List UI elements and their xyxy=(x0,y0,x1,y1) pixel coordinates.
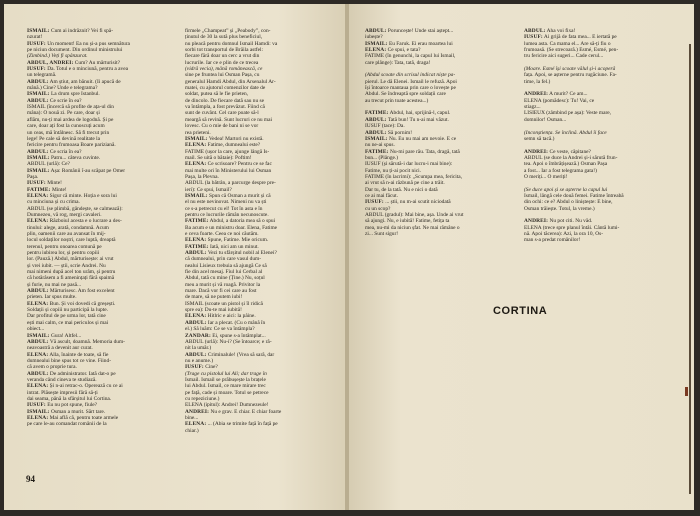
text-line: cu minciuna și cu crima. xyxy=(27,199,80,206)
text-line: lucrurile. Iar ce e plin de ce trecea xyxy=(185,59,259,66)
text-line: Paşa. xyxy=(27,173,39,180)
text-line: ABDUL: Iar a plecat. (Cu o mână în xyxy=(185,319,266,326)
text-line: rea prieteni. xyxy=(185,129,211,136)
text-line: (vidră vecia), mână românească, ce xyxy=(185,66,263,73)
text-line: IUSUF: Da. Totul e o minciună, pentru a avea xyxy=(27,66,129,73)
text-line: semn să tacă.) xyxy=(524,135,555,142)
text-line: că hotărâsem a fi amenințați fără spaimă xyxy=(27,275,115,282)
text-line: pe care le-au comandat românii de la xyxy=(27,421,107,428)
text-line: din ochi: ce e? Abdul o liniștește: E bine, xyxy=(524,199,613,206)
text-line: care, doar ați fost la cunoscuți acum xyxy=(27,123,105,130)
text-line: ISMAIL: Spun că Osman a murit și că xyxy=(185,192,271,199)
text-line: mare. Dacă vor fi cei care au fost xyxy=(185,288,257,295)
text-line: Ba acum e un ministru doar. Elena, Fatime xyxy=(185,224,278,231)
text-line: ABDUL (urlă): Nu-i? (Se întoarce; e ră- xyxy=(185,338,272,345)
text-line: ELENA: Fatime, dumnealui este? xyxy=(185,142,261,149)
text-line: meu a murit și vă roagă. Privitor la xyxy=(185,281,261,288)
text-line: ai vrut să n-ai răzbună pe cine a trăit. xyxy=(365,180,445,187)
text-line: meargă să revină. Sunt lucruri ce nu mai xyxy=(185,116,273,123)
text-line: ABDUL: Ce scria în ea? xyxy=(27,148,82,155)
text-line: generalul Hamdi Abdul, din Arsenalul Ar- xyxy=(185,78,276,85)
text-line: ABDUL: Vă ascult, doamnă. Memoria dum- xyxy=(27,338,125,345)
text-line: de mare, să ne putem iubi! xyxy=(185,294,243,301)
text-line: IUSUF: Un moment! Ea nu și-a pus semnătura xyxy=(27,40,130,47)
text-line: FATIME: Nu-mi pare rău. Tata, dragă, tată xyxy=(365,148,460,155)
text-line: fie din acel mesaj. Fiul lui Cerbal al xyxy=(185,269,263,276)
text-line: bun... (Plânge.) xyxy=(365,154,399,161)
text-line: IUSUF: Eu nu pot spune, fiule? xyxy=(27,402,98,409)
text-line: bine... xyxy=(185,414,199,421)
text-line: IUSUF: Cine? xyxy=(185,364,218,371)
text-line: el nu este nevinovat. Nimeni nu va ști xyxy=(185,199,267,206)
text-line: ISMAIL (scoate un pistol și îl ridică xyxy=(185,300,263,307)
text-line: soldat, putea să le fie prieten, xyxy=(185,91,249,98)
text-line: ISMAIL: Gura! Altfel... xyxy=(27,332,82,339)
text-line: nealui Lisieux trebuia să ajungă Ce să xyxy=(185,262,267,269)
text-line: își întoarce mantaua prin care o lovește pe xyxy=(365,85,456,92)
text-line: să ajungi. Nu, e iubită! Fatime, fetița ta xyxy=(365,218,450,225)
text-line: mai nimeni după acel ton urâm, și pentru xyxy=(27,269,116,276)
text-line: plin, oamenii care au avansat în mij- xyxy=(27,231,106,237)
text-line: ABDUL (se plimbă, gândește, se calmează): xyxy=(27,205,123,212)
text-line: ABDUL (la bătrân, a parcurge despre pre- xyxy=(185,180,276,187)
text-line: FATIME: Iată, nici am un minut. xyxy=(185,243,259,250)
text-line: man s-a predat românilor! xyxy=(524,237,581,244)
text-line: Dumnezeu, vă rog, mergi cavaleri. xyxy=(27,211,102,218)
text-line: IUSUF: ... știi, nu m-ai scutit niciodată xyxy=(365,199,451,206)
text-line: Soldații și copiii nu participă la lupte. xyxy=(27,307,108,314)
page-marker xyxy=(685,387,688,396)
text-line: (Trage cu pistolul lui Ali; dar trage în xyxy=(185,370,267,377)
text-line: de dincolo. De fiecare dată sau nu se xyxy=(185,97,265,104)
text-line: cu repeziciune.) xyxy=(185,395,220,402)
text-line: ISMAIL: Cum ai indrăznit? Vei fi spâ- xyxy=(27,28,113,34)
cortina-heading: CORTINA xyxy=(493,305,548,317)
text-line: ELENA: Și n-ai retrac-o. Operează cu ce ai xyxy=(27,383,123,390)
text-line: ce ai mai făcut. xyxy=(365,192,398,199)
text-line: ABDUL: Criminalule! (Vrea să sară, dar xyxy=(185,351,275,358)
text-line: ANDREI: Nu e grav. E chiar. E chiar foarte xyxy=(185,408,282,415)
text-line: dumnealui bine spus tot ce vine. Fiind- xyxy=(27,357,111,364)
text-line: pierul. Le dă Elenei. Ismail le refuză. Apoi xyxy=(365,78,457,85)
text-line: Abdul, tată cu mine (Ține.) Nu, soțul xyxy=(185,275,265,282)
text-line: ELENA: Mai află că, pentru toate armele xyxy=(27,414,119,421)
text-line: care plânge): Tata, tată, draga! xyxy=(365,59,431,66)
text-line: sine pe fruntea lui Osman Pașa, cu xyxy=(185,72,260,79)
text-line: pe niciun document. Din ordinul ministrului xyxy=(27,47,123,54)
text-line: ISMAIL: Osman a murit. Sărt tare. xyxy=(27,408,106,415)
text-line: și furie, nu mai ne pasă... xyxy=(27,281,82,288)
text-line: ELENA (pomădesc): Tu! Vai, ce xyxy=(524,97,595,104)
text-line: spre ea): Du-te mai iubită! xyxy=(185,307,242,314)
text-line: ELENA: Alla, înainte de toate, să fie xyxy=(27,351,109,358)
text-line: lumea asta. Ca mama el... Are să-ți fiu o xyxy=(524,40,611,47)
text-line: LISIEUX (zâmbind pe așa): Veste mare, xyxy=(524,110,612,117)
text-line: Fatime, nu ți-ai pocit nici. xyxy=(365,167,421,174)
text-line: veranda când cineva te studiază. xyxy=(27,376,97,383)
text-line: firmele „Champeat” și „Peabody”, con- xyxy=(185,28,271,34)
text-line: ABDUL: Vezi tu sfârșitul nobil al Elenei? xyxy=(185,250,277,257)
text-line: FATIME: Minte! xyxy=(27,186,67,193)
text-line: IUSUF: Ai grijă de fata mea... E iertată pe xyxy=(524,34,617,41)
text-line: ISMAIL: Vedea! Martori nu există. xyxy=(185,135,264,142)
text-line: lor. (Pauză.) Abdul, mărturisește: ai vrut xyxy=(27,256,114,263)
text-line: frumoasă. (Se strecoară.) Esmé, Esmé, pen- xyxy=(524,47,619,54)
text-line: time, la fel.) xyxy=(524,78,551,85)
text-line: ținutul de 30 la sută plus beneficiul, xyxy=(185,34,263,41)
text-line: ISMAIL: Nu. Eu nu mai am nevoie. E ce xyxy=(365,135,457,142)
text-line: domnilor! Osman... xyxy=(524,116,567,123)
text-line: Dar tu, de la tată. Nu e nici o dată xyxy=(365,186,438,193)
page-edge xyxy=(689,44,691,494)
text-line: ANDREI: Nu pot citi. Nu văd. xyxy=(524,218,593,225)
text-line: că dumnealui, prin care vasul dum- xyxy=(185,256,262,263)
text-line: ABDUL: Ce scrie în ea? xyxy=(27,97,82,104)
text-line: IUSUF (tace): Da. xyxy=(365,123,405,130)
text-line: Abdul. Se îndreaptă spre soldații care xyxy=(365,91,446,98)
text-line: ELENA: Spune, Fatime. Mie oricum. xyxy=(185,237,269,244)
text-line: ABDUL: Aha voi fixa! xyxy=(524,28,576,34)
text-line: fericire pentru frumoasa Boare pariziană. xyxy=(27,142,116,149)
text-line: FATIME (în lacrimi): „Scumpa mea, fericita, xyxy=(365,173,463,180)
text-line: ISMAIL: Eu Faruk. Ei erau moartea lui xyxy=(365,40,453,47)
text-line: ANDREI: Ce veste, căpitane? xyxy=(524,148,591,155)
text-line: (Zimbind.) Veți fi spânzurat. xyxy=(27,53,88,60)
text-line: lovesc. Cu o mie de bani ni se vor xyxy=(185,123,259,130)
text-line: FATIME (ușor la care, ajunge lângă Is- xyxy=(185,148,270,155)
text-line: un telegramă. xyxy=(27,72,57,79)
text-line: IUSUF (și sărută-i dar lucru-i mai bine): xyxy=(365,161,453,168)
text-line: nu e anume.) xyxy=(185,357,213,364)
text-line: nit la umăr.) xyxy=(185,345,212,352)
text-line: matei, cu ajutorul comenzilor date de xyxy=(185,85,266,92)
text-line: ISMAIL: Patru... câteva cuvinte. xyxy=(27,154,101,161)
text-line: mai multe ori în Ministerului lui Osman xyxy=(185,167,272,174)
text-line: pentru iubirea lor, și pentru copiii xyxy=(27,250,100,257)
text-line: el.) Să luăm: Ce se va întâmpla? xyxy=(185,326,255,333)
left-page-column-1 xyxy=(27,28,175,490)
text-line: (Se duce apoi și se așterne la capul lui xyxy=(524,186,608,193)
text-line: nă. Apoi tăcerea): Azi, la ora 10, Os- xyxy=(524,231,604,237)
text-line: ZANDAR: Ei, spune s-a întâmplat... xyxy=(185,332,266,339)
text-line: mână.) Cine? Unde e telegrama? xyxy=(27,85,98,92)
text-line: ISMAIL: Așa: Românii î-au scăpat pe Omer xyxy=(27,167,126,174)
text-line: mâna): O nouă zi. Pe care, doar și xyxy=(27,110,100,117)
text-line: nu pleacă pentru domnul Ismail Hamdi: va xyxy=(185,40,278,47)
text-line: ABDUL (urlă): Ce? xyxy=(27,161,70,168)
text-line: ISMAIL (încercă să profite de ața-ul din xyxy=(27,104,114,111)
text-line: Ismail. Ismail se prăbușește la brațele xyxy=(185,376,266,383)
text-line: (Inconștiența. Se înclină. Abdul îi face xyxy=(524,129,607,136)
text-line: intrat. Plăsește impresii fără să-ți xyxy=(27,389,98,396)
text-line: terenul, pentru onoarea comună pe xyxy=(27,243,102,250)
text-line: ABDUL: Mărturisesc. Am fost excelent xyxy=(27,288,115,295)
text-line: dai seama, până la sfârșitul lui Cortina. xyxy=(27,395,112,402)
text-line: ABDUL: Am știut, am bănuit. (Ii apucă de xyxy=(27,78,121,85)
text-line: cu un scop? xyxy=(365,205,391,212)
text-line: va întâmpla, a fost prevăzut. Fiind că xyxy=(185,104,265,111)
text-line: iubește? xyxy=(365,34,383,41)
text-line: pe față, cade și moare. Totul se petrece xyxy=(185,389,269,396)
text-line: ABDUL, ANDREI: Cum? Au mărturisit? xyxy=(27,59,120,66)
left-page-column-2 xyxy=(185,28,333,490)
left-page xyxy=(4,4,347,510)
page-number: 94 xyxy=(26,474,35,484)
text-line: ELENA: Ce spui, e tata? xyxy=(365,47,421,54)
text-line: fiecare fără doar un cerc a vrut din xyxy=(185,53,260,60)
text-line: mea, nu-mi da niciun șfat. Ne mai rămâne o xyxy=(365,224,460,231)
text-line: O meriți... O meriți! xyxy=(524,173,568,180)
text-line: FATIME: Abdul, hai, sprijină-l, capul. xyxy=(365,110,451,117)
text-line: ELENA: Sigur că minte. Hoția e sora lui xyxy=(27,192,117,199)
text-line: tinului: alege, arată, condamnă. Acum xyxy=(27,224,109,231)
text-line: ELENA (ipitul): Andrei! Dumnezeule! xyxy=(185,402,269,409)
text-line: a fost... Iar a fost telegrama gata!) xyxy=(524,167,597,174)
text-line: lege! Pe cale să devină realitate la xyxy=(27,135,101,142)
text-line: ABDUL: De administrator. Iată dat-o pe xyxy=(27,370,116,377)
text-line: nu ne-ai spus. xyxy=(365,142,395,149)
text-line: lui Abdul. Ismail, ce mare mirare trec xyxy=(185,383,266,390)
text-line: ANDREI: A murit? Ce am... xyxy=(524,91,588,98)
text-line: sunt de cuvânt. Cel care poate să-l xyxy=(185,110,259,117)
text-line: ce s-a petrecut cu el! Tot în asta e în xyxy=(185,205,263,212)
text-line: (Abdul scoate din scrisul indicat niște pa- xyxy=(365,72,456,79)
text-line: aflăm, nu-ți mai ardea de logodnă. Și pe xyxy=(27,116,114,123)
text-line: ieri): Ce spui, Ismail? xyxy=(185,186,232,193)
text-line: ISMAIL: La drum spre Istanbul. xyxy=(27,91,100,98)
text-line: IUSUF: Minte! xyxy=(27,180,62,187)
text-line: ELENA: ... (Abia se trimite față în față pe xyxy=(185,421,278,428)
text-line: nzurat! xyxy=(27,34,43,41)
right-page-column-2 xyxy=(524,28,674,310)
text-line: tru fericire aici sugeri... Cade cerul... xyxy=(524,53,604,60)
text-line: Pașa, la Plevna. xyxy=(185,173,219,180)
text-line: ELENA: Ce scrisoare? Pentru ce se fac xyxy=(185,161,272,168)
text-line: ELENA: Bun. Și voi dovedi că greșești. xyxy=(27,300,116,307)
text-line: ABDUL (gradul): Mai bine, așa. Unde ai vrut xyxy=(365,211,464,218)
text-line: zi... Sunt sigur! xyxy=(365,231,399,237)
text-line: locul soldaților noștri, care luptă, dreaptă xyxy=(27,237,116,244)
text-line: ești mai calm, ce mai periculos și mai xyxy=(27,319,109,326)
text-line: Ismail, lângă cele două femei. Fatime întreabă xyxy=(524,192,624,199)
right-page-column-1 xyxy=(365,28,513,280)
text-line: prieten. Iar spus multe. xyxy=(27,294,77,301)
text-line: au trecut prin toate acestea...) xyxy=(365,97,429,104)
text-line: că avem o proprie tura. xyxy=(27,364,77,371)
text-line: ABDUL: Poruncește! Unde stai aștept... xyxy=(365,28,454,34)
text-line: FATIME (în genunchi, la capul lui Ismail, xyxy=(365,53,456,60)
text-line: neavoastră a devenit aur curat. xyxy=(27,345,93,352)
text-line: ABDUL (se duce la Andrei și-i sărută frun- xyxy=(524,154,618,161)
text-line: FATIME: Abdul, a datoria mea să o spui xyxy=(185,218,276,225)
text-line: sorbi tot transportul de Brăila astfel: xyxy=(185,47,263,54)
text-line: pentru ce lucrurile rămân necunoscute. xyxy=(185,211,269,218)
text-line: (Moare. Esmé își scoate vălul și-i acoperă xyxy=(524,66,616,73)
text-line: fața. Apoi, se așterne pentru rugăciune. Fa- xyxy=(524,72,617,79)
text-line: mail. Se uită o bătaie): Poftim! xyxy=(185,154,252,161)
text-line: obiect... xyxy=(27,326,45,333)
text-line: tea. Apoi o îmbrățișează.) Osman Pașa xyxy=(524,161,608,168)
text-line: stiagz... xyxy=(524,104,541,111)
text-line: ABDUL: Tată bun! Tu n-ai mai văzut. xyxy=(365,116,449,123)
text-line: ELENA: Hitlric e aici: la pâine. xyxy=(185,313,256,320)
text-line: Osman trăiește. Totul, la vreme.) xyxy=(524,205,595,212)
text-line: și vrei iubit. — știi, scrie Andrei. Nu xyxy=(27,262,106,269)
text-line: e ceva foarte. Ceea ce noi căutăm. xyxy=(185,231,259,237)
text-line: ELENA: Războiul acesta e o lucrare a des- xyxy=(27,218,122,225)
text-line: un ceas, mă întâlnesc. Să fi trecut prin xyxy=(27,129,110,136)
text-line: ABDUL: Să pornim! xyxy=(365,129,413,136)
text-line: chiar.) xyxy=(185,427,199,434)
text-line: Dar profitul de pe urma lor, tată cine xyxy=(27,313,106,320)
right-page xyxy=(349,4,694,510)
text-line: ELENA (trece spre planul întâi. Cântă lumi- xyxy=(524,224,620,231)
